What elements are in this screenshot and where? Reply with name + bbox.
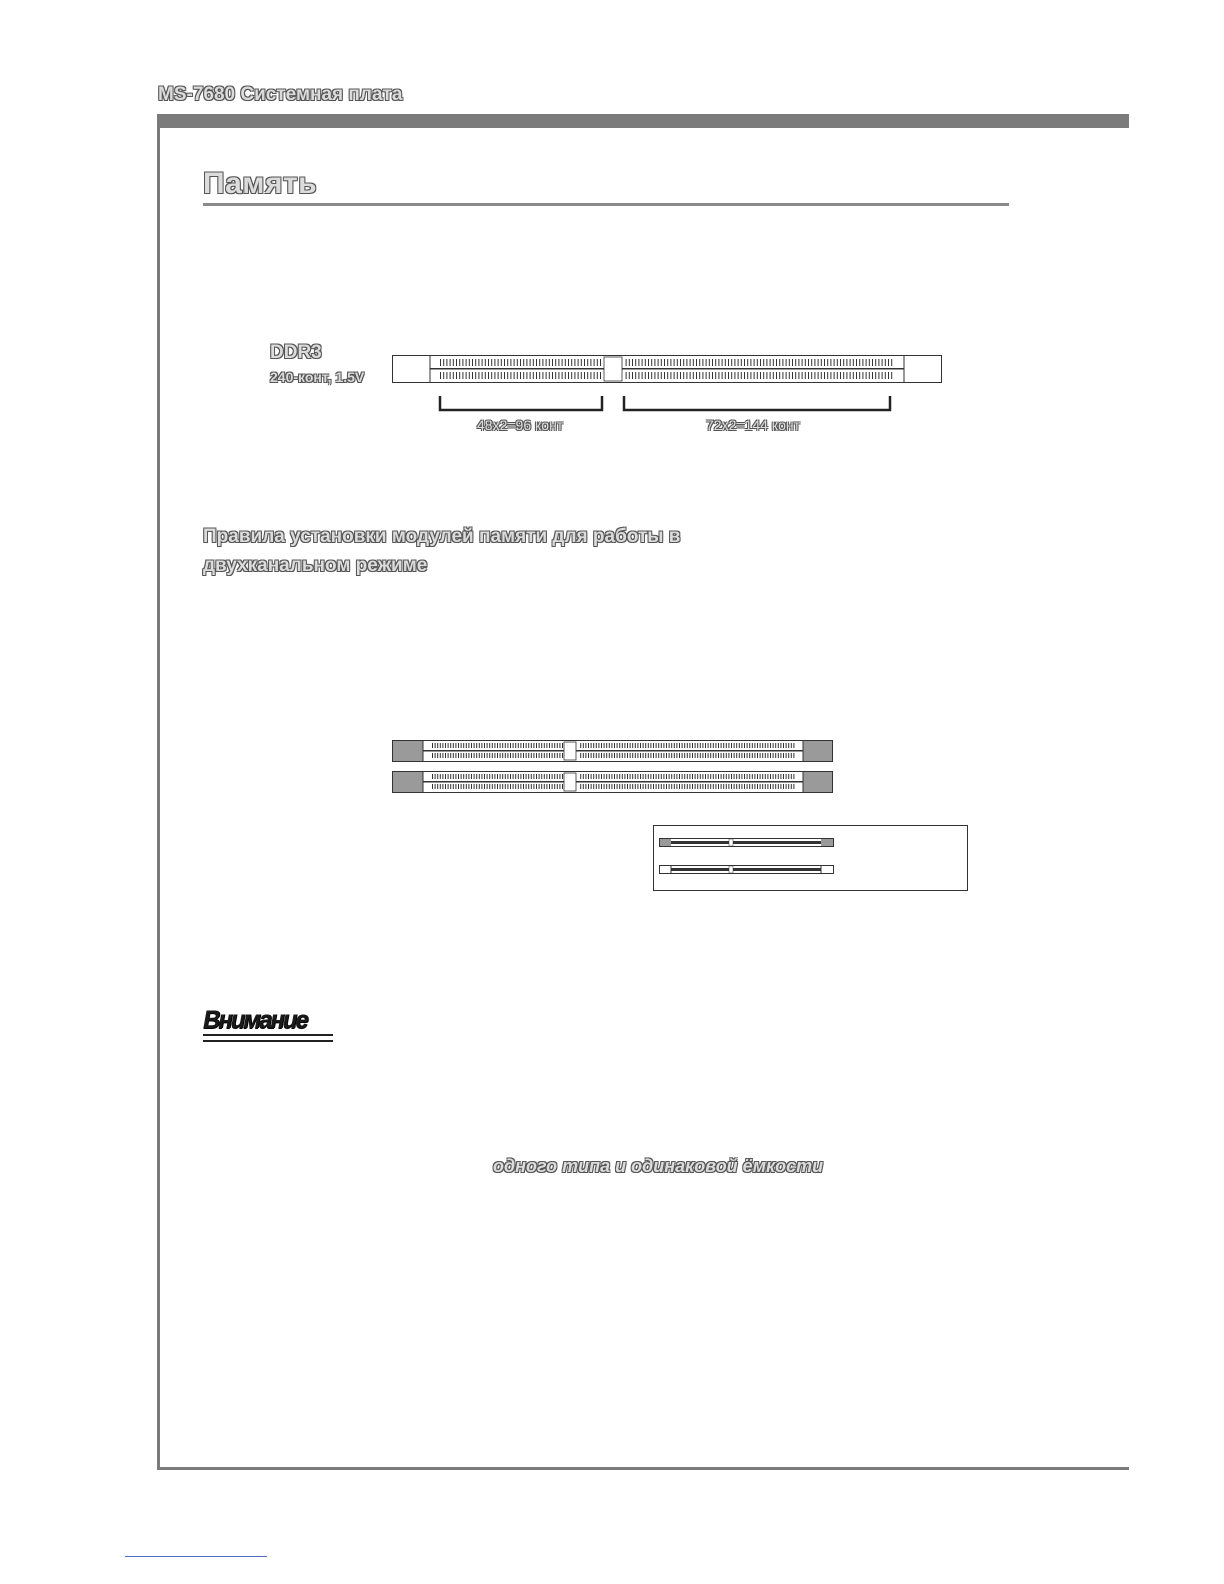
warning-title: Внимание xyxy=(203,1006,307,1034)
pins-right-label: 72x2=144 конт xyxy=(706,417,800,433)
slot-legend-box xyxy=(653,825,968,891)
section-title: Память xyxy=(203,167,318,200)
ddr-spec-label: 240-конт, 1.5V xyxy=(270,369,365,385)
left-border-rule xyxy=(157,114,160,1470)
pins-left-label: 48x2=96 конт xyxy=(477,417,564,433)
section-underline xyxy=(203,203,1009,206)
dual-channel-heading: Правила установки модулей памяти для работы в двухканальном режиме xyxy=(203,526,681,576)
dimm-slot-2 xyxy=(392,771,834,795)
dimm-slot-1 xyxy=(392,740,834,764)
header-bar xyxy=(158,114,1129,128)
legend-slot-empty xyxy=(659,865,835,875)
footer-link-underline[interactable] xyxy=(125,1556,267,1557)
page-header-title: MS-7680 Системная плата xyxy=(158,84,403,105)
warning-underline-bottom xyxy=(203,1040,333,1042)
legend-slot-filled xyxy=(659,838,835,848)
warning-note: одного типа и одинаковой ёмкости xyxy=(493,1156,824,1176)
pin-brackets xyxy=(438,396,898,412)
ddr-type-label: DDR3 xyxy=(270,342,322,363)
warning-underline-top xyxy=(203,1034,333,1036)
ddr3-slot-diagram xyxy=(392,355,942,385)
bottom-border-rule xyxy=(157,1467,1129,1470)
